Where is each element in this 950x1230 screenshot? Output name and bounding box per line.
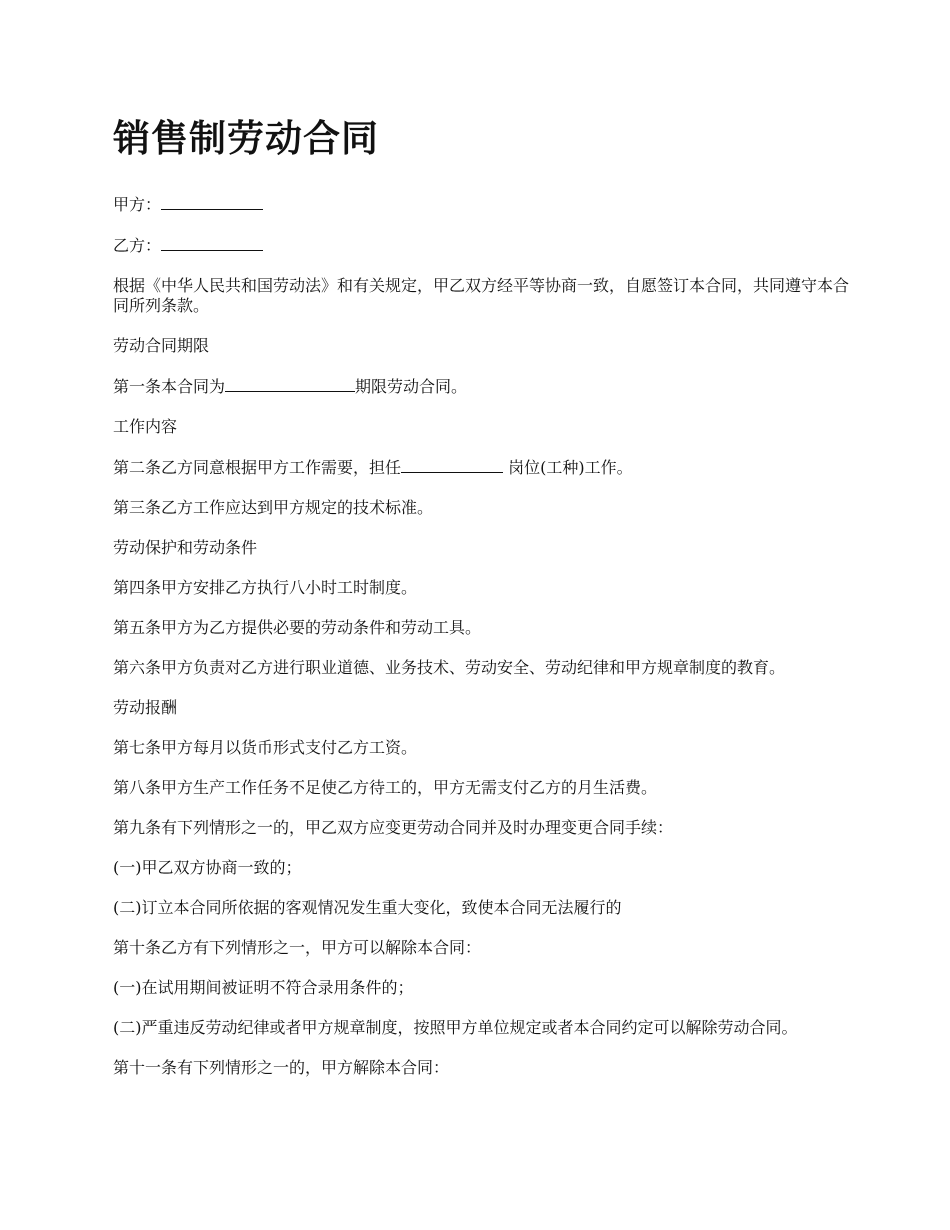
position-blank bbox=[401, 457, 503, 473]
article-7: 第七条甲方每月以货币形式支付乙方工资。 bbox=[113, 738, 418, 757]
article-1 bbox=[113, 376, 858, 397]
article-1-prefix: 第一条本合同为 bbox=[113, 377, 226, 396]
article-2-suffix: 岗位(工种)工作。 bbox=[503, 458, 633, 477]
article-11: 第十一条有下列情形之一的，甲方解除本合同： bbox=[113, 1058, 450, 1077]
party-b-line bbox=[113, 235, 858, 256]
article-5: 第五条甲方为乙方提供必要的劳动条件和劳动工具。 bbox=[113, 618, 482, 637]
article-2 bbox=[113, 457, 858, 478]
party-b-label: 乙方： bbox=[113, 236, 162, 255]
intro-paragraph: 根据《中华人民共和国劳动法》和有关规定，甲乙双方经平等协商一致，自愿签订本合同，共同遵守本合同所列条款。 bbox=[113, 276, 850, 315]
article-9-item-1: (一)甲乙双方协商一致的； bbox=[113, 858, 302, 877]
document-title: 销售制劳动合同 bbox=[113, 116, 379, 160]
article-9: 第九条有下列情形之一的，甲乙双方应变更劳动合同并及时办理变更合同手续： bbox=[113, 818, 674, 837]
section-heading-pay: 劳动报酬 bbox=[113, 698, 178, 717]
article-10-item-2: (二)严重违反劳动纪律或者甲方规章制度，按照甲方单位规定或者本合同约定可以解除劳动合同。 bbox=[113, 1018, 798, 1037]
section-heading-term: 劳动合同期限 bbox=[113, 336, 210, 355]
party-a-label: 甲方： bbox=[113, 195, 162, 214]
article-8: 第八条甲方生产工作任务不足使乙方待工的，甲方无需支付乙方的月生活费。 bbox=[113, 778, 658, 797]
article-10-item-1: (一)在试用期间被证明不符合录用条件的； bbox=[113, 978, 414, 997]
party-a-blank bbox=[161, 194, 263, 210]
article-6: 第六条甲方负责对乙方进行职业道德、业务技术、劳动安全、劳动纪律和甲方规章制度的教育。 bbox=[113, 658, 786, 677]
article-4: 第四条甲方安排乙方执行八小时工时制度。 bbox=[113, 578, 418, 597]
party-b-blank bbox=[161, 235, 263, 251]
document-page bbox=[113, 112, 858, 1098]
article-10: 第十条乙方有下列情形之一，甲方可以解除本合同： bbox=[113, 938, 482, 957]
article-9-item-2: (二)订立本合同所依据的客观情况发生重大变化，致使本合同无法履行的 bbox=[113, 898, 622, 917]
article-2-prefix: 第二条乙方同意根据甲方工作需要，担任 bbox=[113, 458, 402, 477]
section-heading-work: 工作内容 bbox=[113, 417, 178, 436]
party-a-line bbox=[113, 194, 858, 215]
article-3: 第三条乙方工作应达到甲方规定的技术标准。 bbox=[113, 498, 434, 517]
term-blank bbox=[225, 376, 355, 392]
section-heading-protection: 劳动保护和劳动条件 bbox=[113, 538, 258, 557]
article-1-suffix: 期限劳动合同。 bbox=[355, 377, 468, 396]
